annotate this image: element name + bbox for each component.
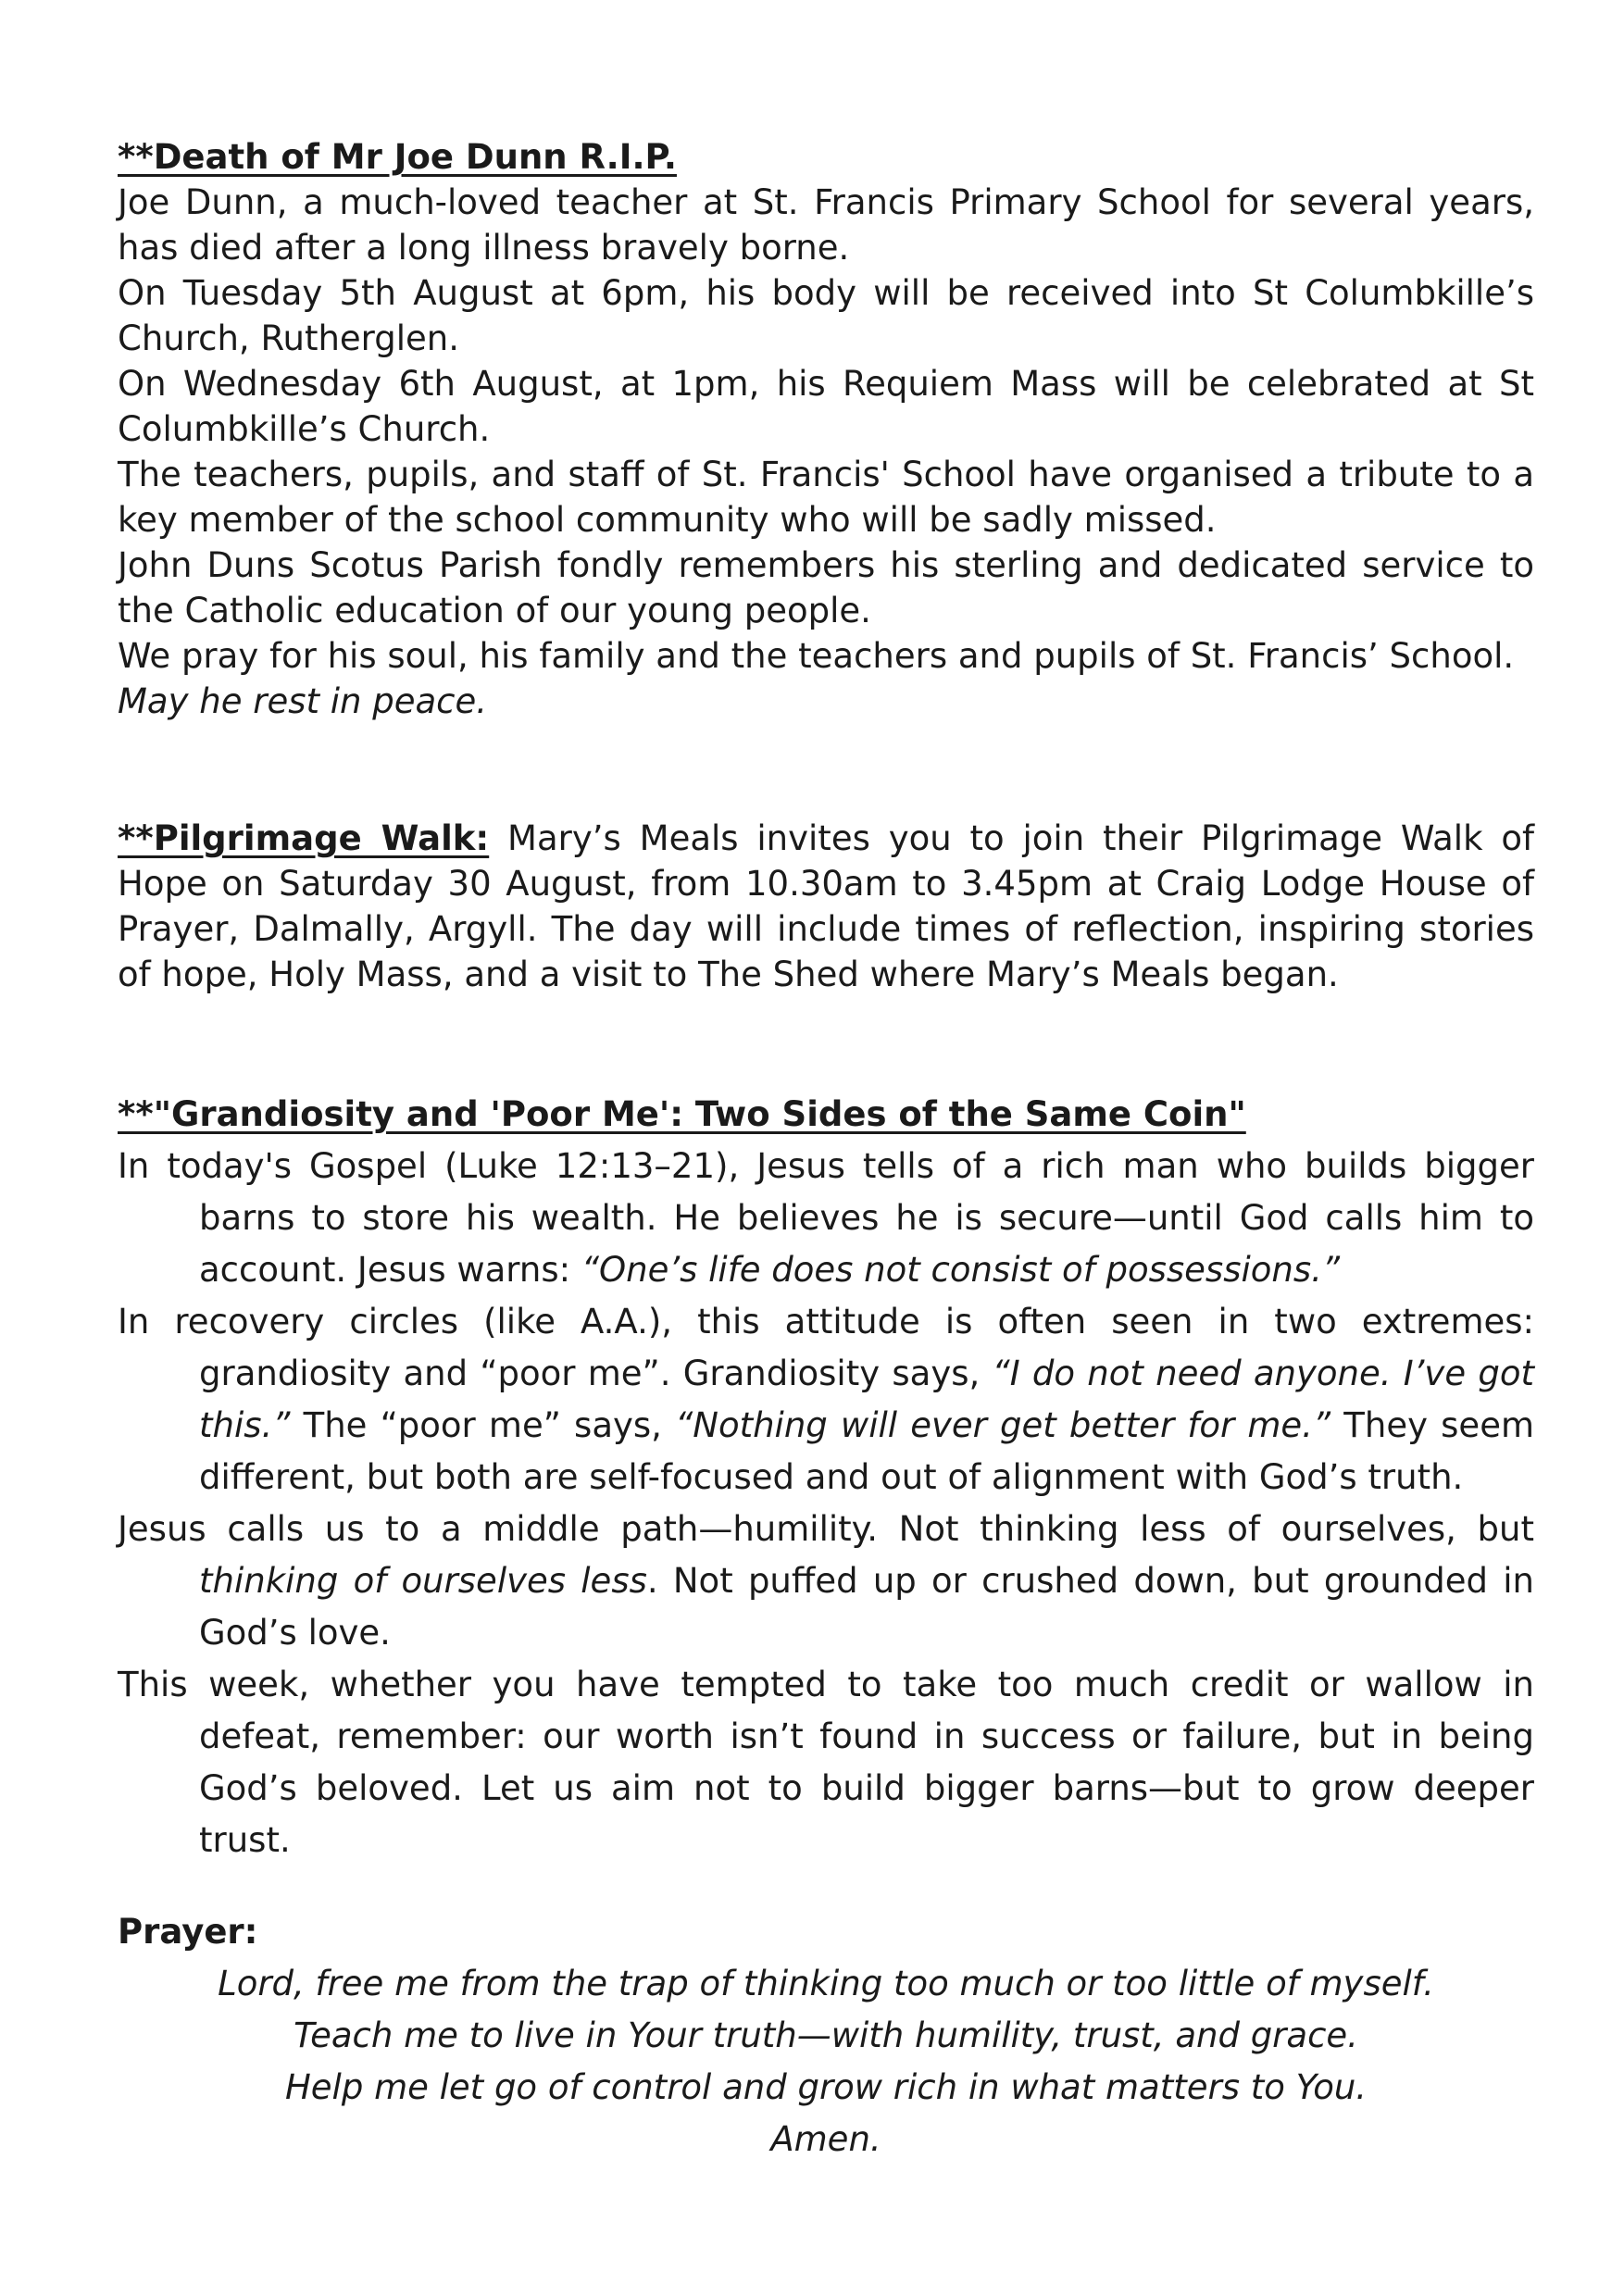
reflection-paragraph-3 bbox=[118, 1504, 1534, 1659]
pilgrimage-paragraph bbox=[118, 816, 1534, 997]
death-notice-paragraph: The teachers, pupils, and staff of St. Francis' School have organised a tribute to a key member of the school community who will be sadly missed. bbox=[118, 455, 1534, 540]
reflection-emphasis: thinking of ourselves less bbox=[199, 1561, 647, 1601]
reflection-heading: **"Grandiosity and 'Poor Me': Two Sides of the Same Coin" bbox=[118, 1094, 1246, 1134]
reflection-text: Jesus calls us to a middle path—humility. Not thinking less of ourselves, but bbox=[118, 1509, 1534, 1549]
death-notice-section bbox=[118, 134, 1534, 724]
reflection-paragraph-1 bbox=[118, 1141, 1534, 1296]
reflection-quote: “One’s life does not consist of possessions.” bbox=[581, 1250, 1341, 1290]
document-page bbox=[118, 134, 1534, 2165]
pilgrimage-heading: **Pilgrimage Walk: bbox=[118, 818, 490, 858]
death-notice-heading: **Death of Mr Joe Dunn R.I.P. bbox=[118, 137, 677, 177]
reflection-text: In recovery circles (like A.A.), this attitude is often seen in two extremes: grandiosity and “poor me”. Grandiosity says, bbox=[118, 1302, 1534, 1393]
prayer-section bbox=[118, 1906, 1534, 2165]
prayer-amen: Amen. bbox=[770, 2119, 881, 2159]
reflection-text: The “poor me” says, bbox=[290, 1405, 676, 1445]
death-notice-paragraph: On Wednesday 6th August, at 1pm, his Requiem Mass will be celebrated at St Columbkille’s Church. bbox=[118, 364, 1534, 449]
death-notice-paragraph: Joe Dunn, a much-loved teacher at St. Francis Primary School for several years, has died after a long illness bravely borne. bbox=[118, 182, 1534, 268]
reflection-quote: “I do not need anyone. I’ve got this.” bbox=[199, 1354, 1534, 1445]
reflection-quote: “Nothing will ever get better for me.” bbox=[675, 1405, 1331, 1445]
death-notice-paragraph: On Tuesday 5th August at 6pm, his body will be received into St Columbkille’s Church, Rutherglen. bbox=[118, 273, 1534, 358]
reflection-paragraph-2 bbox=[118, 1296, 1534, 1504]
prayer-line: Help me let go of control and grow rich in what matters to You. bbox=[284, 2067, 1368, 2107]
death-notice-paragraph: We pray for his soul, his family and the teachers and pupils of St. Francis’ School. bbox=[118, 636, 1515, 676]
prayer-line: Teach me to live in Your truth—with humility, trust, and grace. bbox=[294, 2015, 1358, 2055]
prayer-line: Lord, free me from the trap of thinking too much or too little of myself. bbox=[218, 1964, 1434, 2003]
pilgrimage-text: Mary’s Meals invites you to join their Pilgrimage Walk of Hope on Saturday 30 August, from 10.30am to 3.45pm at Craig Lodge House of Prayer, Dalmally, Argyll. The day will include times of reflection, inspiring stories of hope, Holy Mass, and a visit to The Shed where Mary’s Meals began. bbox=[118, 818, 1535, 994]
pilgrimage-section bbox=[118, 816, 1534, 997]
death-notice-paragraph: John Duns Scotus Parish fondly remembers his sterling and dedicated service to the Catholic education of our young people. bbox=[118, 545, 1534, 630]
reflection-section bbox=[118, 1089, 1534, 1866]
reflection-text: . Not puffed up or crushed down, but grounded in God’s love. bbox=[199, 1561, 1534, 1653]
reflection-paragraph-4: This week, whether you have tempted to take too much credit or wallow in defeat, remember: our worth isn’t found in success or failure, but in being God’s beloved. Let us aim not to build bigger barns—but to grow deeper trust. bbox=[118, 1665, 1534, 1860]
reflection-text: They seem different, but both are self-focused and out of alignment with God’s truth. bbox=[199, 1405, 1534, 1497]
death-notice-closing: May he rest in peace. bbox=[118, 681, 488, 721]
prayer-title: Prayer: bbox=[118, 1912, 258, 1952]
reflection-text: In today's Gospel (Luke 12:13–21), Jesus tells of a rich man who builds bigger barns to store his wealth. He believes he is secure—until God calls him to account. Jesus warns: bbox=[118, 1146, 1534, 1290]
